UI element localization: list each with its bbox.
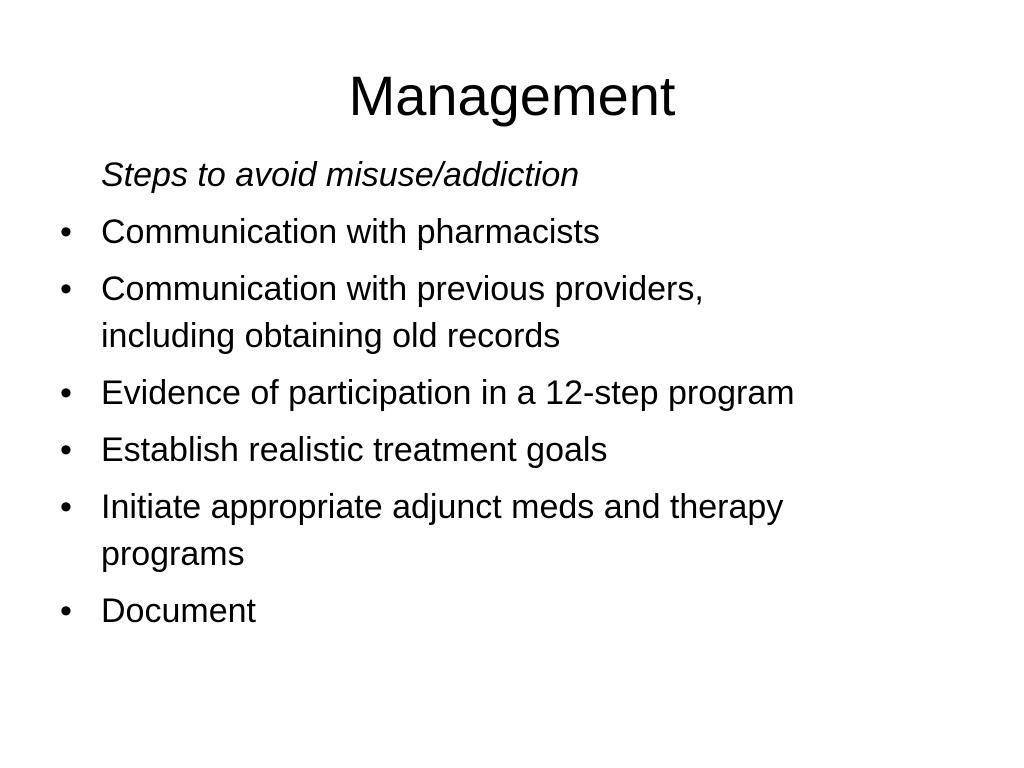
bullet-text-line: Communication with previous providers, bbox=[101, 270, 704, 308]
bullet-item bbox=[58, 484, 958, 578]
bullet-text-line: Document bbox=[101, 592, 256, 630]
bullet-text-line: Evidence of participation in a 12-step program bbox=[101, 374, 795, 412]
bullet-item bbox=[58, 266, 958, 360]
bullet-text-line: Communication with pharmacists bbox=[101, 213, 600, 251]
bullet-dot-icon: • bbox=[60, 213, 72, 251]
bullet-item bbox=[58, 370, 958, 417]
bullet-dot-icon: • bbox=[60, 488, 72, 526]
slide-title: Management bbox=[348, 64, 676, 127]
bullet-text-line: programs bbox=[101, 535, 245, 573]
bullet-dot-icon: • bbox=[60, 592, 72, 630]
bullet-dot-icon: • bbox=[60, 374, 72, 412]
bullet-text-line: Establish realistic treatment goals bbox=[101, 431, 608, 469]
intro-text: Steps to avoid misuse/addiction bbox=[101, 156, 580, 194]
bullet-text-line: including obtaining old records bbox=[101, 317, 561, 355]
bullet-item bbox=[58, 588, 958, 635]
bullet-dot-icon: • bbox=[60, 431, 72, 469]
bullet-text-line: Initiate appropriate adjunct meds and therapy bbox=[101, 488, 784, 526]
slide-body bbox=[58, 152, 958, 645]
bullet-list bbox=[58, 209, 958, 635]
bullet-dot-icon: • bbox=[60, 270, 72, 308]
bullet-item bbox=[58, 209, 958, 256]
bullet-item bbox=[58, 427, 958, 474]
